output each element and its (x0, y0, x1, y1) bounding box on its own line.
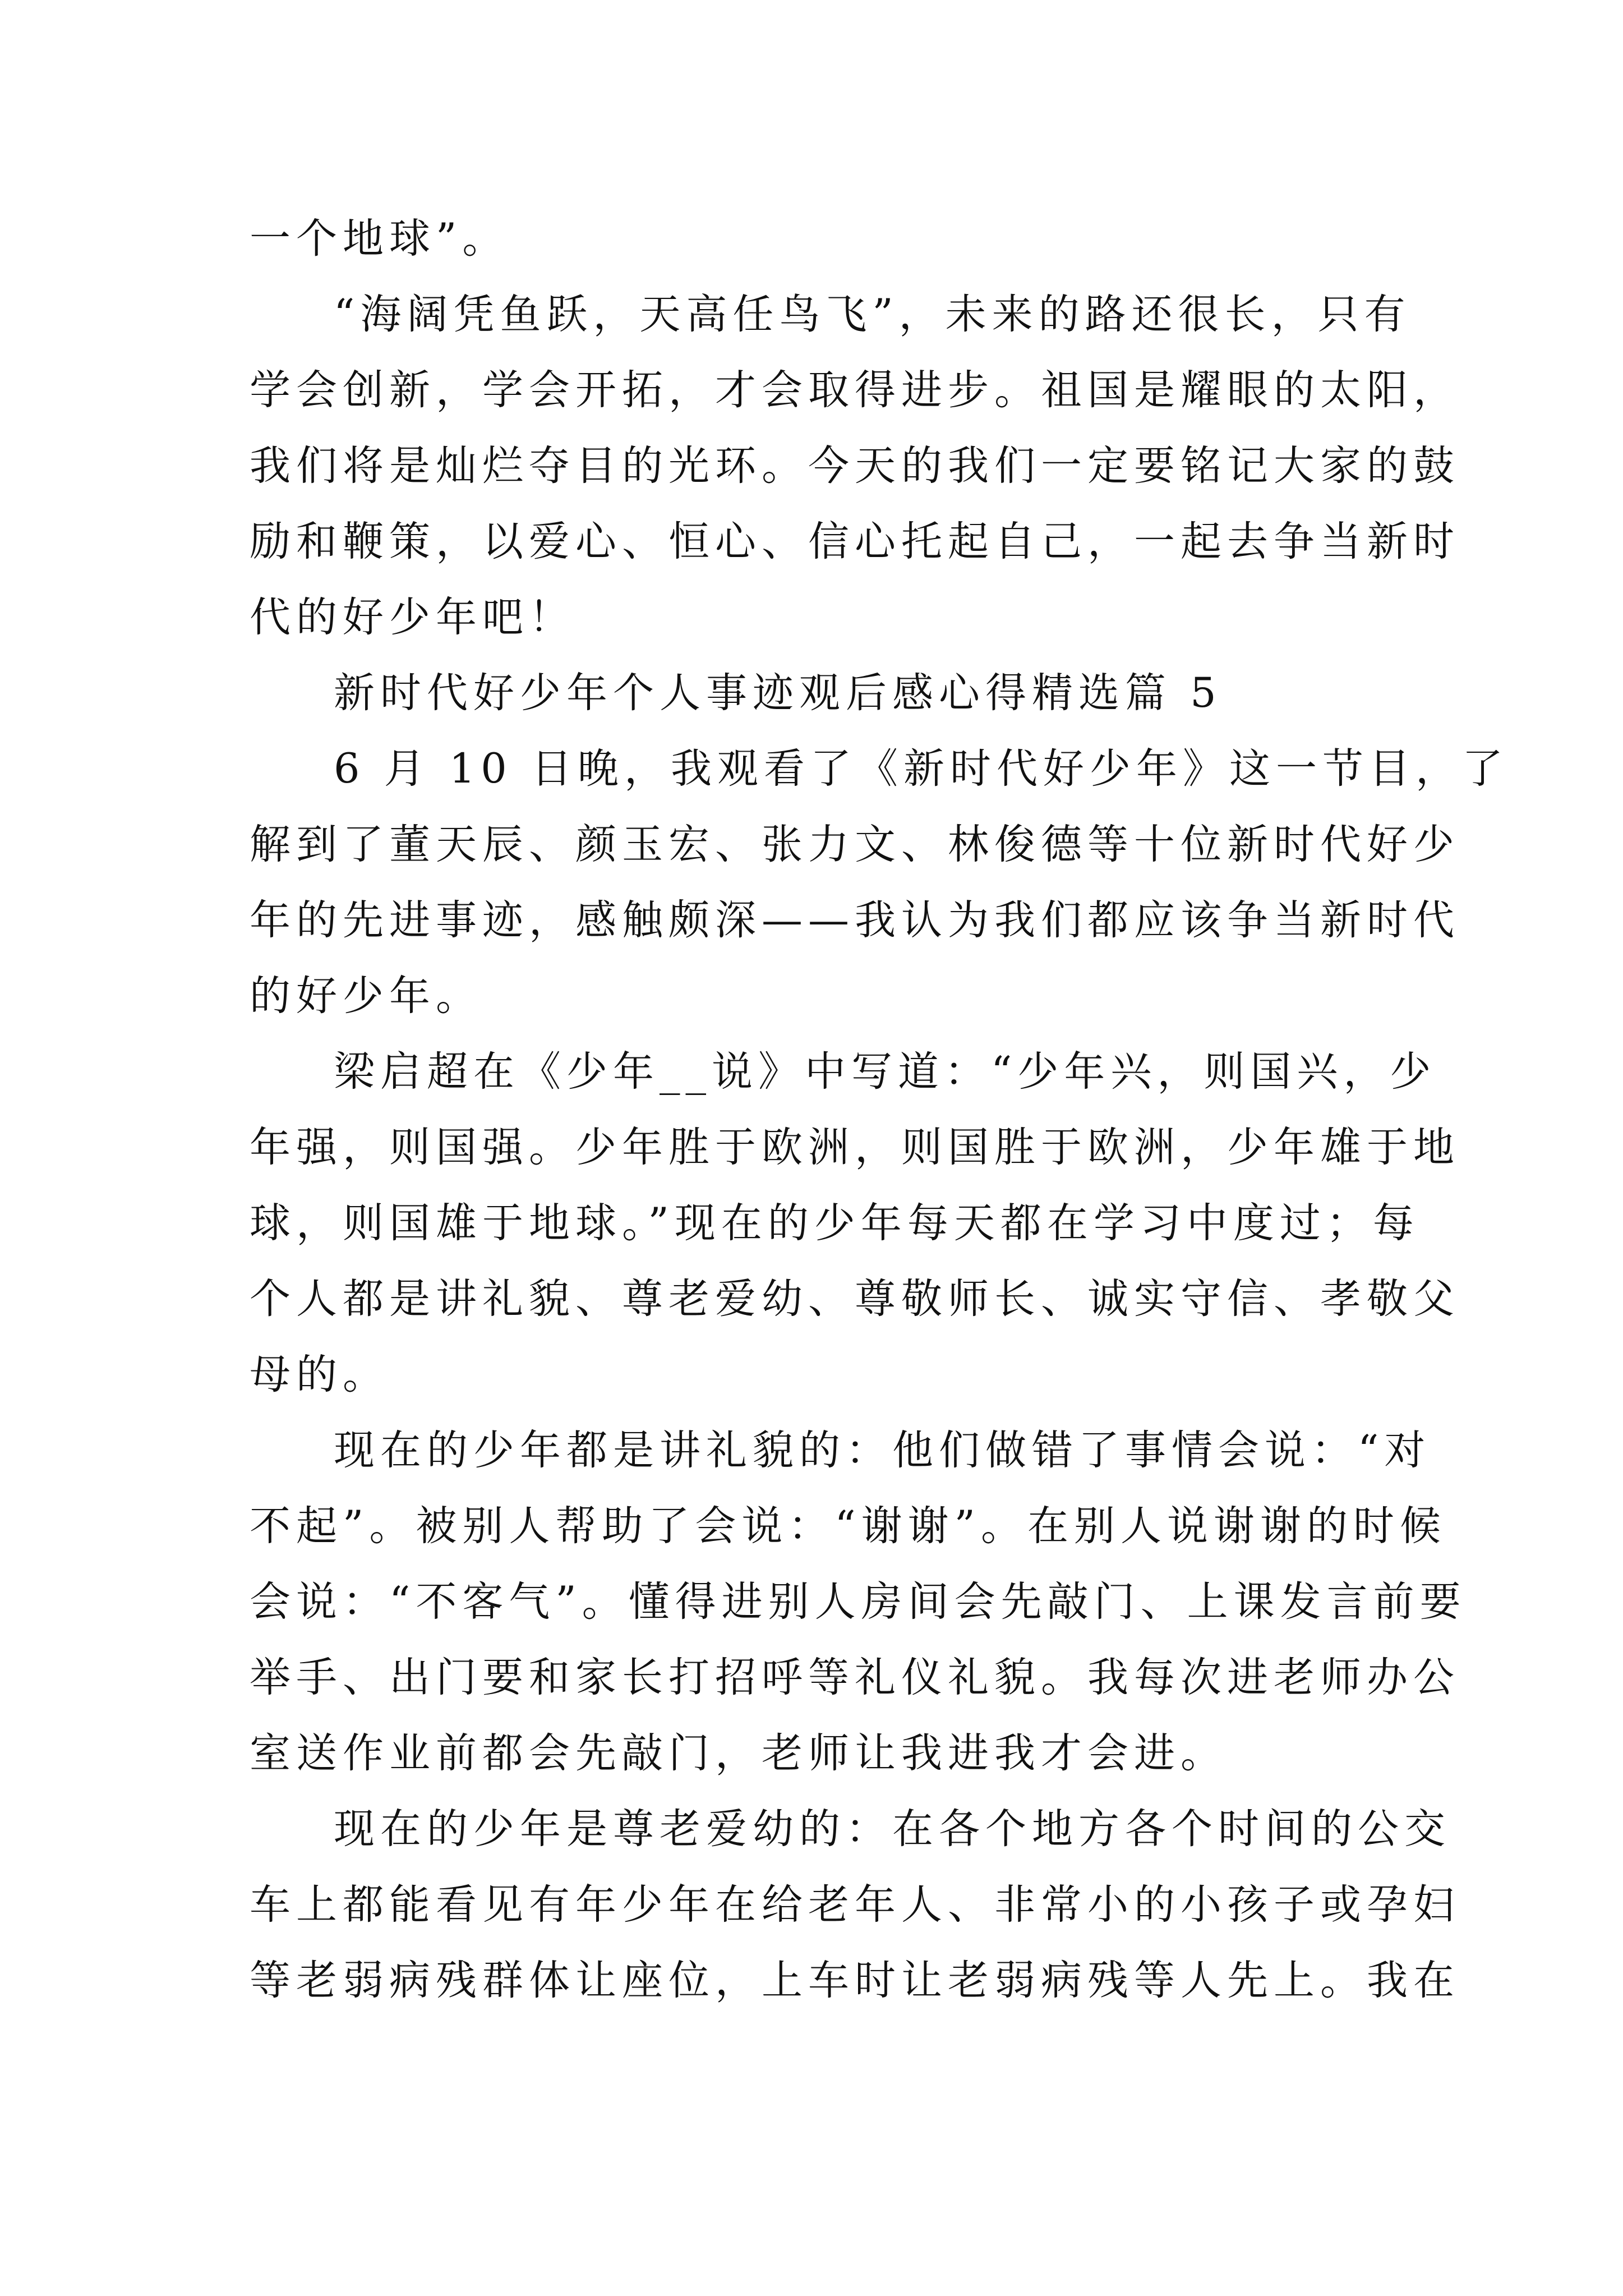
text-line: 个人都是讲礼貌、尊老爱幼、尊敬师长、诚实守信、孝敬父 (250, 1275, 1460, 1323)
text-line: 学会创新，学会开拓，才会取得进步。祖国是耀眼的太阳， (250, 366, 1460, 414)
paragraph-start-line: 现在的少年都是讲礼貌的：他们做错了事情会说：“对 (334, 1427, 1431, 1474)
text-line: 母的。 (250, 1351, 389, 1398)
paragraph-start-line: 6 月 10 日晚，我观看了《新时代好少年》这一节目，了 (334, 745, 1509, 793)
text-line: 举手、出门要和家长打招呼等礼仪礼貌。我每次进老师办公 (250, 1654, 1460, 1701)
text-line: 励和鞭策，以爱心、恒心、信心托起自己，一起去争当新时 (250, 518, 1460, 565)
text-line: 不起”。被别人帮助了会说：“谢谢”。在别人说谢谢的时候 (250, 1502, 1446, 1550)
paragraph-start-line: 梁启超在《少年__说》中写道：“少年兴，则国兴，少 (334, 1048, 1437, 1096)
text-line: 等老弱病残群体让座位，上车时让老弱病残等人先上。我在 (250, 1957, 1460, 2004)
text-line: 的好少年。 (250, 972, 482, 1020)
paragraph-start-line: 现在的少年是尊老爱幼的：在各个地方各个时间的公交 (334, 1805, 1451, 1853)
document-body (250, 201, 1509, 2018)
paragraph-start-line: “海阔凭鱼跃，天高任鸟飞”，未来的路还很长，只有 (334, 291, 1411, 338)
text-line: 年强，则国强。少年胜于欧洲，则国胜于欧洲，少年雄于地 (250, 1124, 1460, 1171)
text-line: 会说：“不客气”。懂得进别人房间会先敲门、上课发言前要 (250, 1578, 1467, 1626)
text-line: 代的好少年吧！ (250, 593, 575, 641)
text-line: 车上都能看见有年少年在给老年人、非常小的小孩子或孕妇 (250, 1881, 1460, 1929)
text-line: 年的先进事迹，感触颇深——我认为我们都应该争当新时代 (250, 896, 1460, 944)
text-line: 室送作业前都会先敲门，老师让我进我才会进。 (250, 1729, 1227, 1777)
text-line: 一个地球”。 (250, 215, 509, 263)
text-line: 球，则国雄于地球。”现在的少年每天都在学习中度过；每 (250, 1199, 1419, 1247)
section-heading: 新时代好少年个人事迹观后感心得精选篇 5 (334, 669, 1222, 717)
text-line: 我们将是灿烂夺目的光环。今天的我们一定要铭记大家的鼓 (250, 442, 1460, 490)
text-line: 解到了董天辰、颜玉宏、张力文、林俊德等十位新时代好少 (250, 821, 1460, 868)
